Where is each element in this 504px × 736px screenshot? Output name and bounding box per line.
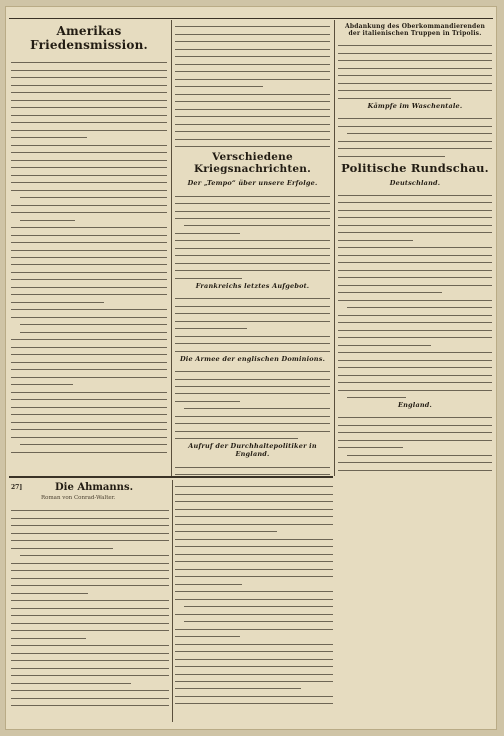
text-line [175, 110, 330, 117]
text-line [338, 361, 492, 368]
text-line [11, 168, 167, 175]
text-line [11, 78, 167, 85]
text-line [11, 153, 167, 160]
text-line [11, 400, 167, 407]
text-line [338, 241, 492, 248]
text-line [338, 226, 492, 233]
text-line [11, 131, 87, 138]
text-line [338, 189, 492, 196]
text-line [175, 189, 330, 196]
text-line [11, 116, 167, 123]
text-line [175, 42, 330, 49]
text-line [175, 460, 330, 467]
text-line [20, 438, 167, 445]
article-body [175, 365, 330, 440]
article-body [11, 504, 169, 706]
text-line [175, 637, 333, 644]
text-line [175, 65, 330, 72]
text-line [338, 149, 445, 156]
text-line [11, 616, 169, 623]
feuilleton-subtitle: Roman von Conrad-Walter. [41, 495, 116, 501]
text-line [338, 286, 442, 293]
article-headline: Amerikas Friedensmission. [30, 24, 148, 52]
text-line [175, 630, 240, 637]
text-line [338, 316, 492, 323]
text-line [175, 387, 330, 394]
text-line [338, 248, 492, 255]
text-line [347, 301, 492, 308]
text-line [175, 322, 247, 329]
text-line [11, 556, 169, 563]
text-line [175, 532, 333, 539]
text-line [175, 80, 263, 87]
text-line [11, 333, 167, 340]
section-subhead: Kämpfe im Waschentale. [367, 101, 463, 110]
text-line [338, 211, 492, 218]
text-line [175, 372, 330, 379]
text-line [11, 415, 167, 422]
section-subhead: Der „Tempo“ über unsere Erfolge. [187, 179, 318, 188]
section-subhead: Die Armee der englischen Dominions. [179, 354, 326, 363]
text-line [175, 140, 330, 147]
text-line [175, 517, 333, 524]
text-line [175, 667, 333, 674]
feuilleton-column-2 [175, 480, 333, 722]
text-line [175, 660, 333, 667]
article-body [338, 411, 492, 476]
text-line [347, 448, 492, 455]
text-line [338, 411, 492, 418]
installment-number: 27] [11, 484, 23, 491]
text-line [338, 293, 492, 300]
article-body [175, 292, 330, 352]
text-line [175, 417, 330, 424]
text-line [175, 264, 330, 271]
text-line [11, 504, 169, 511]
text-line [175, 227, 240, 234]
text-line [338, 463, 492, 470]
feuilleton-column-1 [11, 504, 169, 722]
text-line [175, 510, 333, 517]
text-line [184, 615, 333, 622]
text-line [175, 197, 330, 204]
column-3 [338, 20, 492, 476]
text-line [175, 585, 333, 592]
text-line [175, 292, 330, 299]
text-line [175, 344, 330, 351]
text-line [338, 353, 492, 360]
article-body [338, 112, 492, 157]
text-line [11, 408, 167, 415]
text-line [175, 204, 330, 211]
text-line [11, 56, 167, 63]
text-line [20, 325, 167, 332]
text-line [175, 468, 330, 475]
text-line [338, 119, 492, 126]
text-line [11, 541, 113, 548]
text-line [338, 323, 492, 330]
text-line [338, 278, 492, 285]
text-line [175, 645, 333, 652]
text-line [175, 117, 330, 124]
text-line [175, 95, 330, 102]
text-line [11, 228, 167, 235]
text-line [11, 363, 167, 370]
text-line [11, 281, 167, 288]
text-line [11, 534, 169, 541]
text-line [175, 87, 330, 94]
text-line [11, 579, 169, 586]
text-line [11, 296, 104, 303]
text-line [175, 72, 330, 79]
text-line [175, 682, 301, 689]
text-line [338, 263, 492, 270]
text-line [175, 337, 330, 344]
text-line [338, 271, 492, 278]
article-body [175, 480, 333, 704]
text-line [175, 314, 330, 321]
text-line [175, 27, 330, 34]
text-line [338, 234, 413, 241]
text-line [175, 525, 277, 532]
text-line [338, 441, 403, 448]
text-line [11, 511, 169, 518]
text-line [11, 624, 169, 631]
text-line [175, 410, 330, 417]
text-line [338, 112, 492, 119]
text-line [184, 402, 330, 409]
text-line [11, 646, 169, 653]
text-line [175, 307, 330, 314]
text-line [175, 380, 330, 387]
text-line [11, 378, 73, 385]
text-line [11, 93, 167, 100]
text-line [338, 376, 492, 383]
text-line [11, 198, 167, 205]
text-line [11, 236, 167, 243]
text-line [338, 196, 492, 203]
text-line [11, 348, 167, 355]
text-line [11, 71, 167, 78]
column-1 [11, 20, 167, 476]
text-line [11, 310, 167, 317]
text-line [11, 676, 131, 683]
text-line [347, 127, 492, 134]
column-divider [334, 20, 335, 476]
text-line [338, 69, 492, 76]
feuilleton-rule [9, 476, 333, 478]
text-line [338, 471, 492, 476]
text-line [338, 39, 492, 46]
text-line [338, 84, 492, 91]
text-line [338, 456, 492, 463]
text-line [175, 495, 333, 502]
article-body [175, 20, 330, 147]
article-headline: Verschiedene Kriegsnachrichten. [193, 151, 311, 176]
text-line [175, 540, 333, 547]
text-line [338, 346, 492, 353]
text-line [338, 54, 492, 61]
text-line [175, 299, 330, 306]
text-line [11, 355, 167, 362]
text-line [175, 570, 333, 577]
text-line [338, 331, 492, 338]
text-line [175, 102, 330, 109]
section-subhead: Abdankung des Oberkommandierenden der italienischen Truppen in Tripolis. [344, 23, 486, 37]
text-line [11, 340, 167, 347]
text-line [338, 419, 492, 426]
text-line [11, 146, 167, 153]
text-line [175, 57, 330, 64]
text-line [184, 219, 330, 226]
text-line [11, 288, 167, 295]
text-line [11, 594, 169, 601]
text-line [175, 480, 333, 487]
text-line [338, 426, 492, 433]
text-line [20, 191, 167, 198]
text-line [11, 385, 167, 392]
text-line [338, 383, 492, 390]
text-line [175, 329, 330, 336]
text-line [338, 434, 492, 441]
text-line [20, 549, 169, 556]
text-line [11, 669, 169, 676]
text-line [175, 607, 333, 614]
text-line [175, 432, 298, 439]
text-line [175, 675, 333, 682]
text-line [175, 562, 333, 569]
text-line [11, 571, 169, 578]
text-line [11, 273, 167, 280]
text-line [338, 61, 492, 68]
text-line [338, 204, 492, 211]
text-line [338, 46, 492, 53]
text-line [11, 258, 167, 265]
text-line [11, 526, 169, 533]
text-line [175, 132, 330, 139]
text-line [338, 256, 492, 263]
text-line [11, 183, 167, 190]
text-line [175, 234, 330, 241]
text-line [175, 35, 330, 42]
text-line [175, 242, 330, 249]
text-line [11, 370, 167, 377]
text-line [11, 564, 169, 571]
text-line [11, 138, 167, 145]
text-line [11, 393, 167, 400]
text-line [11, 251, 167, 258]
text-line [11, 221, 167, 228]
text-line [11, 684, 169, 691]
text-line [175, 697, 333, 704]
section-subhead: Deutschland. [389, 178, 441, 187]
text-line [11, 303, 167, 310]
text-line [11, 654, 169, 661]
text-line [11, 609, 169, 616]
text-line [11, 206, 167, 213]
text-line [184, 600, 333, 607]
text-line [175, 577, 242, 584]
text-line [338, 368, 492, 375]
text-line [175, 592, 333, 599]
article-body [338, 39, 492, 99]
text-line [175, 125, 330, 132]
section-subhead: Aufruf der Durchhaltepolitiker in England. [188, 442, 317, 459]
text-line [347, 391, 406, 398]
text-line [338, 76, 492, 83]
text-line [175, 20, 330, 27]
text-line [11, 661, 169, 668]
text-line [338, 134, 492, 141]
newspaper-page [5, 6, 497, 730]
section-subhead: England. [397, 401, 433, 410]
text-line [11, 631, 86, 638]
text-line [20, 318, 167, 325]
text-line [11, 519, 169, 526]
text-line [175, 502, 333, 509]
article-body [338, 189, 492, 398]
text-line [11, 123, 167, 130]
text-line [175, 690, 333, 697]
text-line [338, 91, 451, 98]
article-body [175, 460, 330, 476]
feuilleton-section [11, 480, 491, 724]
text-line [175, 257, 330, 264]
text-line [175, 652, 333, 659]
text-line [175, 487, 333, 494]
column-divider [172, 480, 173, 722]
text-line [175, 50, 330, 57]
article-body [175, 189, 330, 279]
text-line [11, 639, 169, 646]
text-line [11, 699, 169, 706]
text-line [20, 213, 75, 220]
text-line [175, 365, 330, 372]
text-line [11, 430, 167, 437]
text-line [338, 308, 492, 315]
text-line [175, 395, 240, 402]
column-divider [171, 20, 172, 476]
text-line [11, 586, 88, 593]
article-body [11, 56, 167, 453]
text-line [11, 691, 169, 698]
text-line [175, 622, 333, 629]
text-line [175, 212, 330, 219]
text-line [11, 423, 167, 430]
text-line [11, 176, 167, 183]
text-line [11, 63, 167, 70]
text-line [11, 601, 169, 608]
top-rule [9, 18, 493, 19]
text-line [338, 142, 492, 149]
text-line [175, 547, 333, 554]
text-line [175, 425, 330, 432]
text-line [175, 249, 330, 256]
column-2 [175, 20, 330, 476]
text-line [11, 86, 167, 93]
feuilleton-title: Die Ahmanns. [55, 482, 134, 493]
text-line [11, 101, 167, 108]
text-line [11, 108, 167, 115]
section-subhead: Frankreichs letztes Aufgebot. [195, 281, 310, 290]
text-line [175, 555, 333, 562]
text-line [175, 271, 242, 278]
text-line [338, 338, 431, 345]
text-line [11, 445, 167, 452]
text-line [11, 266, 167, 273]
text-line [11, 243, 167, 250]
text-line [11, 161, 167, 168]
article-headline: Politische Rundschau. [341, 160, 489, 175]
text-line [338, 219, 492, 226]
